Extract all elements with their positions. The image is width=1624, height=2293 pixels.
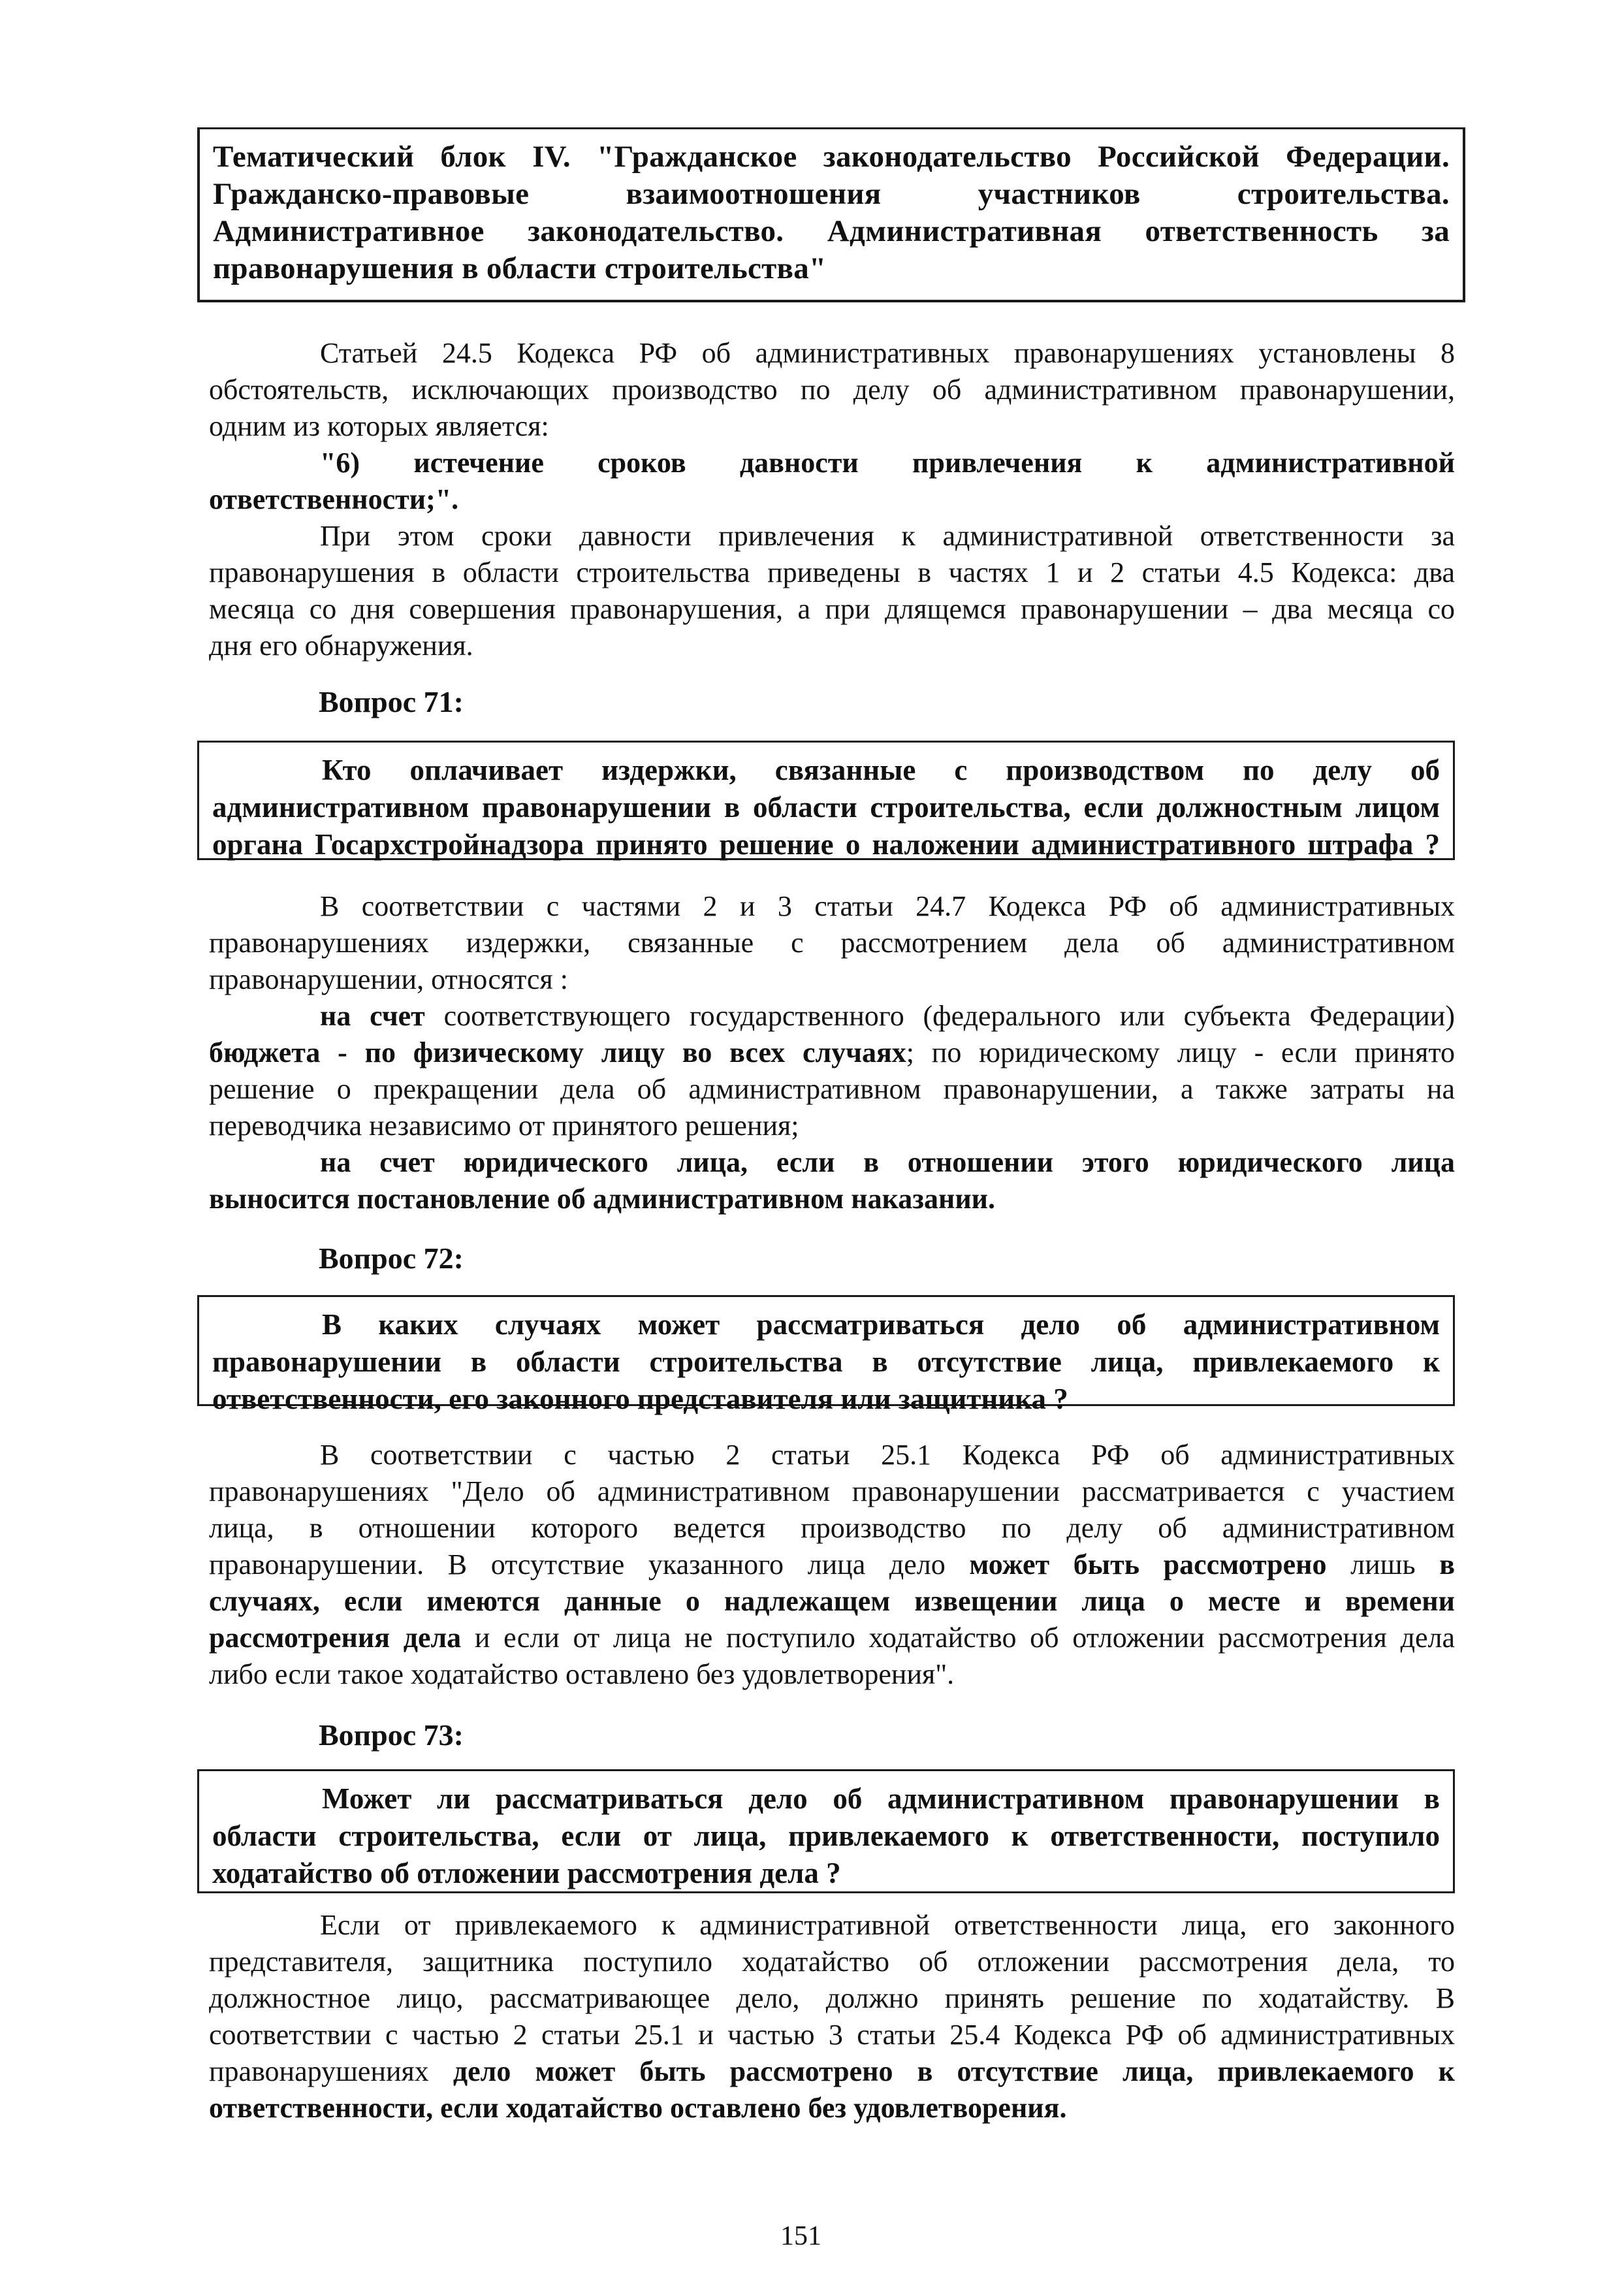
- question-heading: Вопрос 72:: [319, 1242, 464, 1275]
- question-line: ответственности, его законного представителя или защитника ?: [212, 1383, 1068, 1415]
- text-span: правонарушениях: [209, 2055, 453, 2087]
- text-span: правонарушении. В отсутствие указанного лица дело: [209, 1548, 970, 1580]
- question-box: [197, 1295, 1455, 1415]
- text-line: [209, 998, 1455, 1034]
- text-span: соответствующего государственного (федерального или субъекта Федерации): [424, 1000, 1455, 1032]
- text-span: ; по юридическому лицу - если принято: [906, 1036, 1455, 1068]
- text-line: лица, в отношении которого ведется производство по делу об административном: [209, 1512, 1455, 1544]
- text-line: месяца со дня совершения правонарушения, а при длящемся правонарушении – два месяца со: [209, 593, 1455, 625]
- text-line: дня его обнаружения.: [209, 630, 473, 662]
- question-box: [197, 1769, 1455, 1893]
- section-title-line: Гражданско-правовые взаимоотношения участников строительства.: [213, 177, 1450, 211]
- section-title-box: [197, 127, 1465, 302]
- text-line: [209, 1620, 1455, 1656]
- bold-phrase: в: [1439, 1548, 1455, 1580]
- bold-phrase: рассмотрения дела: [209, 1622, 462, 1654]
- text-line: обстоятельств, исключающих производство по делу об административном правонарушении,: [209, 374, 1455, 406]
- question-line: правонарушении в области строительства в отсутствие лица, привлекаемого к: [212, 1345, 1440, 1378]
- bold-phrase: дело может быть рассмотрено в отсутствие лица, привлекаемого к: [453, 2055, 1455, 2087]
- text-line: соответствии с частью 2 статьи 25.1 и частью 3 статьи 25.4 Кодекса РФ об административных: [209, 2019, 1455, 2051]
- text-line: представителя, защитника поступило ходатайство об отложении рассмотрения дела, то: [209, 1946, 1455, 1978]
- text-line: В соответствии с частями 2 и 3 статьи 24.7 Кодекса РФ об административных: [320, 890, 1455, 922]
- answer-paragraph: [209, 1907, 1455, 2126]
- question-heading: Вопрос 73:: [319, 1718, 464, 1752]
- bold-line: выносится постановление об административном наказании.: [209, 1183, 996, 1215]
- bold-line: ответственности, если ходатайство оставлено без удовлетворения.: [209, 2092, 1067, 2124]
- text-line: правонарушениях "Дело об административном правонарушении рассматривается с участием: [209, 1475, 1455, 1507]
- text-line: решение о прекращении дела об административном правонарушении, а также затраты на: [209, 1073, 1455, 1105]
- text-line: В соответствии с частью 2 статьи 25.1 Кодекса РФ об административных: [320, 1439, 1455, 1471]
- answer-paragraph: [209, 1437, 1455, 1693]
- text-line: правонарушениях издержки, связанные с рассмотрением дела об административном: [209, 927, 1455, 959]
- question-box: [197, 741, 1455, 860]
- quote-line: "6) истечение сроков давности привлечения к административной: [320, 447, 1455, 479]
- bold-line: случаях, если имеются данные о надлежащем извещении лица о месте и времени: [209, 1585, 1455, 1617]
- answer-paragraph: [209, 888, 1455, 1217]
- bold-line: на счет юридического лица, если в отношении этого юридического лица: [320, 1146, 1455, 1178]
- text-line: При этом сроки давности привлечения к административной ответственности за: [320, 520, 1455, 552]
- question-line: В каких случаях может рассматриваться дело об административном: [322, 1308, 1440, 1341]
- quote-line: ответственности;".: [209, 483, 459, 515]
- text-line: правонарушении, относятся :: [209, 963, 568, 995]
- text-line: [209, 2053, 1455, 2090]
- text-line: переводчика независимо от принятого решения;: [209, 1110, 799, 1142]
- text-line: одним из которых является:: [209, 410, 549, 442]
- question-line: ходатайство об отложении рассмотрения дела ?: [212, 1857, 841, 1889]
- text-span: лишь: [1326, 1548, 1440, 1580]
- section-title-line: правонарушения в области строительства": [213, 251, 827, 285]
- question-line: Кто оплачивает издержки, связанные с производством по делу об: [322, 754, 1440, 786]
- text-line: должностное лицо, рассматривающее дело, должно принять решение по ходатайству. В: [209, 1982, 1455, 2014]
- text-line: либо если такое ходатайство оставлено без удовлетворения".: [209, 1658, 955, 1690]
- text-line: Если от привлекаемого к административной ответственности лица, его законного: [320, 1909, 1455, 1941]
- text-line: правонарушения в области строительства приведены в частях 1 и 2 статьи 4.5 Кодекса: два: [209, 556, 1455, 588]
- text-line: Статьей 24.5 Кодекса РФ об административных правонарушениях установлены 8: [320, 337, 1455, 369]
- question-line: области строительства, если от лица, привлекаемого к ответственности, поступило: [212, 1820, 1440, 1852]
- question-line: органа Госархстройнадзора принято решение о наложении административного штрафа ?: [212, 828, 1440, 861]
- section-title-line: Административное законодательство. Административная ответственность за: [213, 214, 1450, 248]
- text-span: и если от лица не поступило ходатайство об отложении рассмотрения дела: [461, 1622, 1455, 1654]
- bold-phrase: может быть рассмотрено: [969, 1548, 1327, 1580]
- bold-phrase: на счет: [320, 1000, 425, 1032]
- question-line: административном правонарушении в области строительства, если должностным лицом: [212, 791, 1440, 824]
- text-line: [209, 1034, 1455, 1071]
- page-number: 151: [780, 2221, 821, 2251]
- question-heading: Вопрос 71:: [319, 685, 464, 718]
- section-title-line: Тематический блок IV. "Гражданское законодательство Российской Федерации.: [213, 140, 1450, 174]
- bold-phrase: бюджета - по физическому лицу во всех случаях: [209, 1036, 906, 1068]
- text-line: [209, 1547, 1455, 1583]
- question-line: Может ли рассматриваться дело об административном правонарушении в: [322, 1782, 1440, 1815]
- intro-paragraph: [209, 335, 1455, 664]
